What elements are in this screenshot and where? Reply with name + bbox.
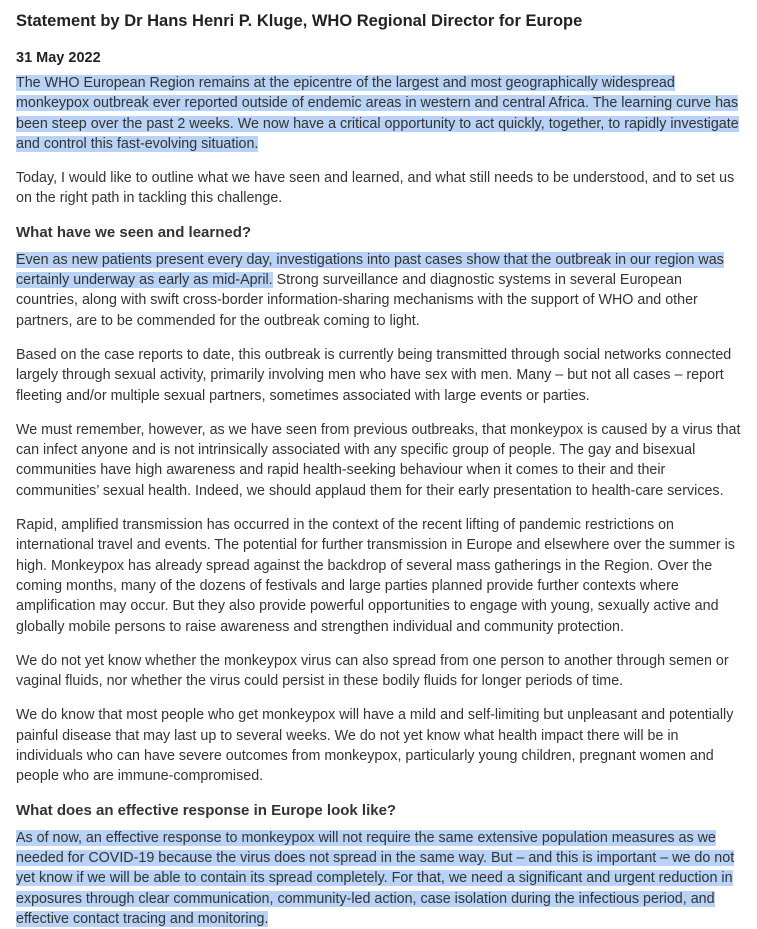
paragraph-health-impact: We do know that most people who get monkeypox will have a mild and self-limiting but unpleasant and potentially painful disease that may last up to several weeks. We do not yet know what health impact there will be in individuals who can have severe outcomes from monkeypox, particularly young children, pregnant women and people who are immune-compromised. (16, 707, 734, 785)
paragraph-underway (16, 250, 743, 331)
paragraph-remember: We must remember, however, as we have seen from previous outbreaks, that monkeypox is caused by a virus that can infect anyone and is not intrinsically associated with any specific group of people. The gay and bisexual communities have high awareness and rapid health-seeking behaviour when it comes to their and their communities’ sexual health. Indeed, we should applaud them for their early presentation to health-care services. (16, 421, 741, 499)
paragraph-transmission: Based on the case reports to date, this outbreak is currently being transmitted through social networks connected largely through sexual activity, primarily involving men who have sex with men. Many – but not all cases – report fleeting and/or multiple sexual partners, sometimes associated with large events or parties. (16, 346, 732, 404)
paragraph-intro (16, 73, 743, 154)
page-title: Statement by Dr Hans Henri P. Kluge, WHO Regional Director for Europe (16, 12, 583, 30)
paragraph-outline: Today, I would like to outline what we have seen and learned, and what still needs to be understood, and to set us on the right path in tackling this challenge. (16, 170, 735, 207)
paragraph-text: Strong surveillance and diagnostic systems in several European countries, along with swift cross-border information-sharing mechanisms with the support of WHO and other partners, are to be commended for the outbreak coming to light. (16, 272, 698, 329)
statement-date: 31 May 2022 (16, 50, 101, 66)
paragraph-response (16, 828, 743, 929)
highlighted-text: The WHO European Region remains at the epicentre of the largest and most geographically widespread monkeypox outbreak ever reported outside of endemic areas in western and central Africa. The learning curve has been steep over the past 2 weeks. We now have a critical opportunity to act quickly, together, to rapidly investigate and control this fast-evolving situation. (16, 75, 739, 152)
section-heading-seen-learned: What have we seen and learned? (16, 223, 252, 241)
paragraph-amplified: Rapid, amplified transmission has occurred in the context of the recent lifting of pandemic restrictions on international travel and events. The potential for further transmission in Europe and elsewhere over the summer is high. Monkeypox has already spread against the backdrop of several mass gatherings in the Region. Over the coming months, many of the dozens of festivals and large parties planned provide further contexts where amplification may occur. But they also provide powerful opportunities to engage with young, sexually active and globally mobile persons to raise awareness and strengthen individual and community protection. (16, 517, 735, 635)
section-heading-effective-response: What does an effective response in Europe look like? (16, 801, 397, 819)
highlighted-text: As of now, an effective response to monkeypox will not require the same extensive population measures as we needed for COVID-19 because the virus does not spread in the same way. But – and this is important – we do not yet know if we will be able to contain its spread completely. For that, we need a significant and urgent reduction in exposures through clear communication, community-led action, case isolation during the infectious period, and effective contact tracing and monitoring. (16, 829, 735, 927)
highlighted-text: Even as new patients present every day, investigations into past cases show that the outbreak in our region was certainly underway as early as mid-April. (16, 251, 724, 289)
paragraph-unknown-spread: We do not yet know whether the monkeypox virus can also spread from one person to another through semen or vaginal fluids, nor whether the virus could persist in these bodily fluids for longer periods of time. (16, 652, 729, 690)
